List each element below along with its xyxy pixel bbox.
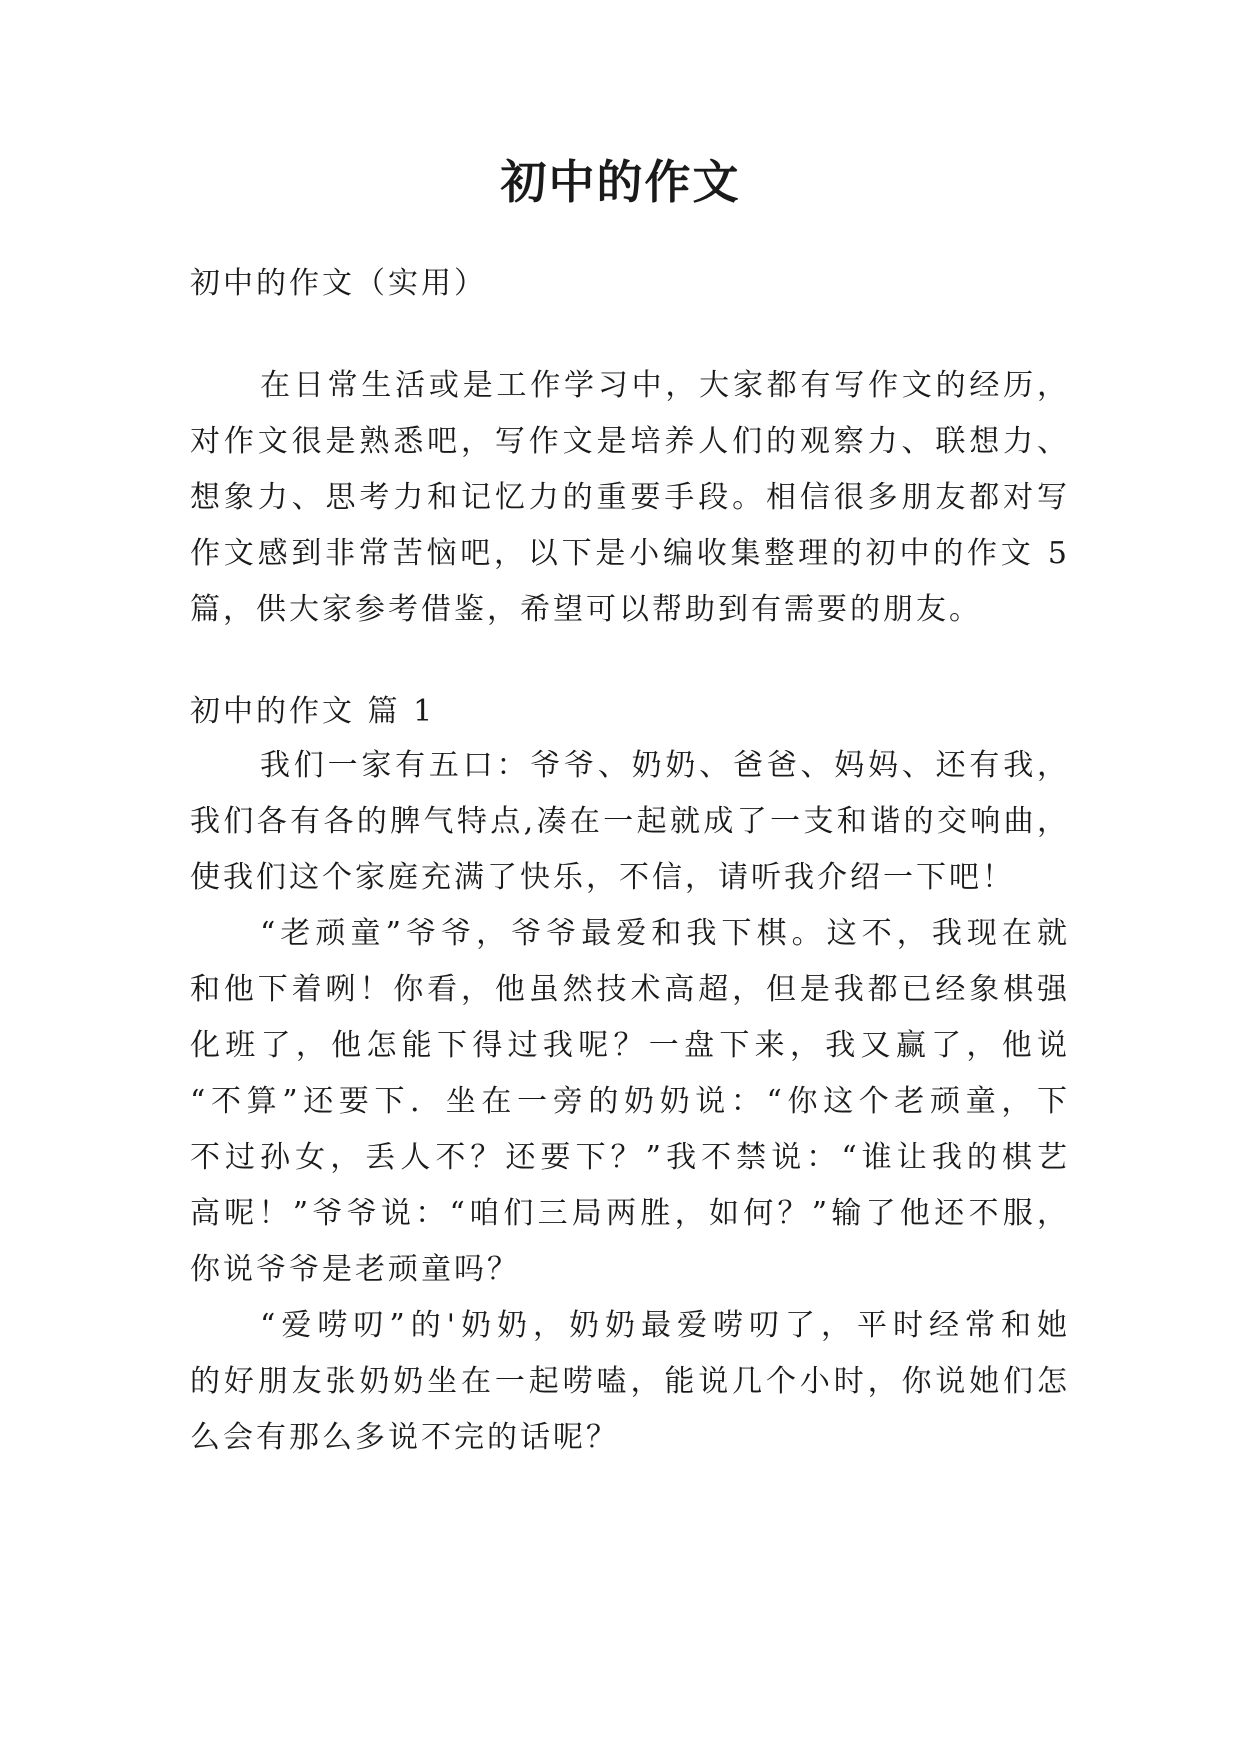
paragraph-line: 使我们这个家庭充满了快乐，不信，请听我介绍一下吧！ — [190, 860, 1015, 895]
paragraph-line: “爱唠叨”的'奶奶，奶奶最爱唠叨了，平时经常和她 — [260, 1308, 1070, 1343]
paragraph-line: 么会有那么多说不完的话呢？ — [190, 1420, 619, 1455]
document-subtitle: 初中的作文（实用） — [190, 266, 487, 301]
paragraph-line: “老顽童”爷爷，爷爷最爱和我下棋。这不，我现在就 — [260, 916, 1070, 951]
intro-line: 对作文很是熟悉吧，写作文是培养人们的观察力、联想力、 — [190, 424, 1070, 459]
paragraph-line: 我们一家有五口：爷爷、奶奶、爸爸、妈妈、还有我， — [260, 748, 1070, 783]
paragraph-line: 不过孙女，丢人不？还要下？”我不禁说：“谁让我的棋艺 — [190, 1140, 1070, 1175]
intro-line: 在日常生活或是工作学习中，大家都有写作文的经历， — [260, 368, 1070, 403]
paragraph-line: “不算”还要下．坐在一旁的奶奶说：“你这个老顽童，下 — [190, 1084, 1070, 1119]
document-title: 初中的作文 — [500, 155, 741, 209]
intro-line: 作文感到非常苦恼吧，以下是小编收集整理的初中的作文 5 — [190, 536, 1070, 571]
paragraph-line: 化班了，他怎能下得过我呢？一盘下来，我又赢了，他说 — [190, 1028, 1070, 1063]
section-heading: 初中的作文 篇 1 — [190, 694, 436, 729]
paragraph-line: 我们各有各的脾气特点,凑在一起就成了一支和谐的交响曲， — [190, 804, 1070, 839]
paragraph-line: 你说爷爷是老顽童吗？ — [190, 1252, 520, 1287]
paragraph-line: 的好朋友张奶奶坐在一起唠嗑，能说几个小时，你说她们怎 — [190, 1364, 1070, 1399]
intro-line: 想象力、思考力和记忆力的重要手段。相信很多朋友都对写 — [190, 480, 1070, 515]
intro-line: 篇，供大家参考借鉴，希望可以帮助到有需要的朋友。 — [190, 592, 982, 627]
paragraph-line: 高呢！”爷爷说：“咱们三局两胜，如何？”输了他还不服， — [190, 1196, 1070, 1231]
paragraph-line: 和他下着咧！你看，他虽然技术高超，但是我都已经象棋强 — [190, 972, 1070, 1007]
